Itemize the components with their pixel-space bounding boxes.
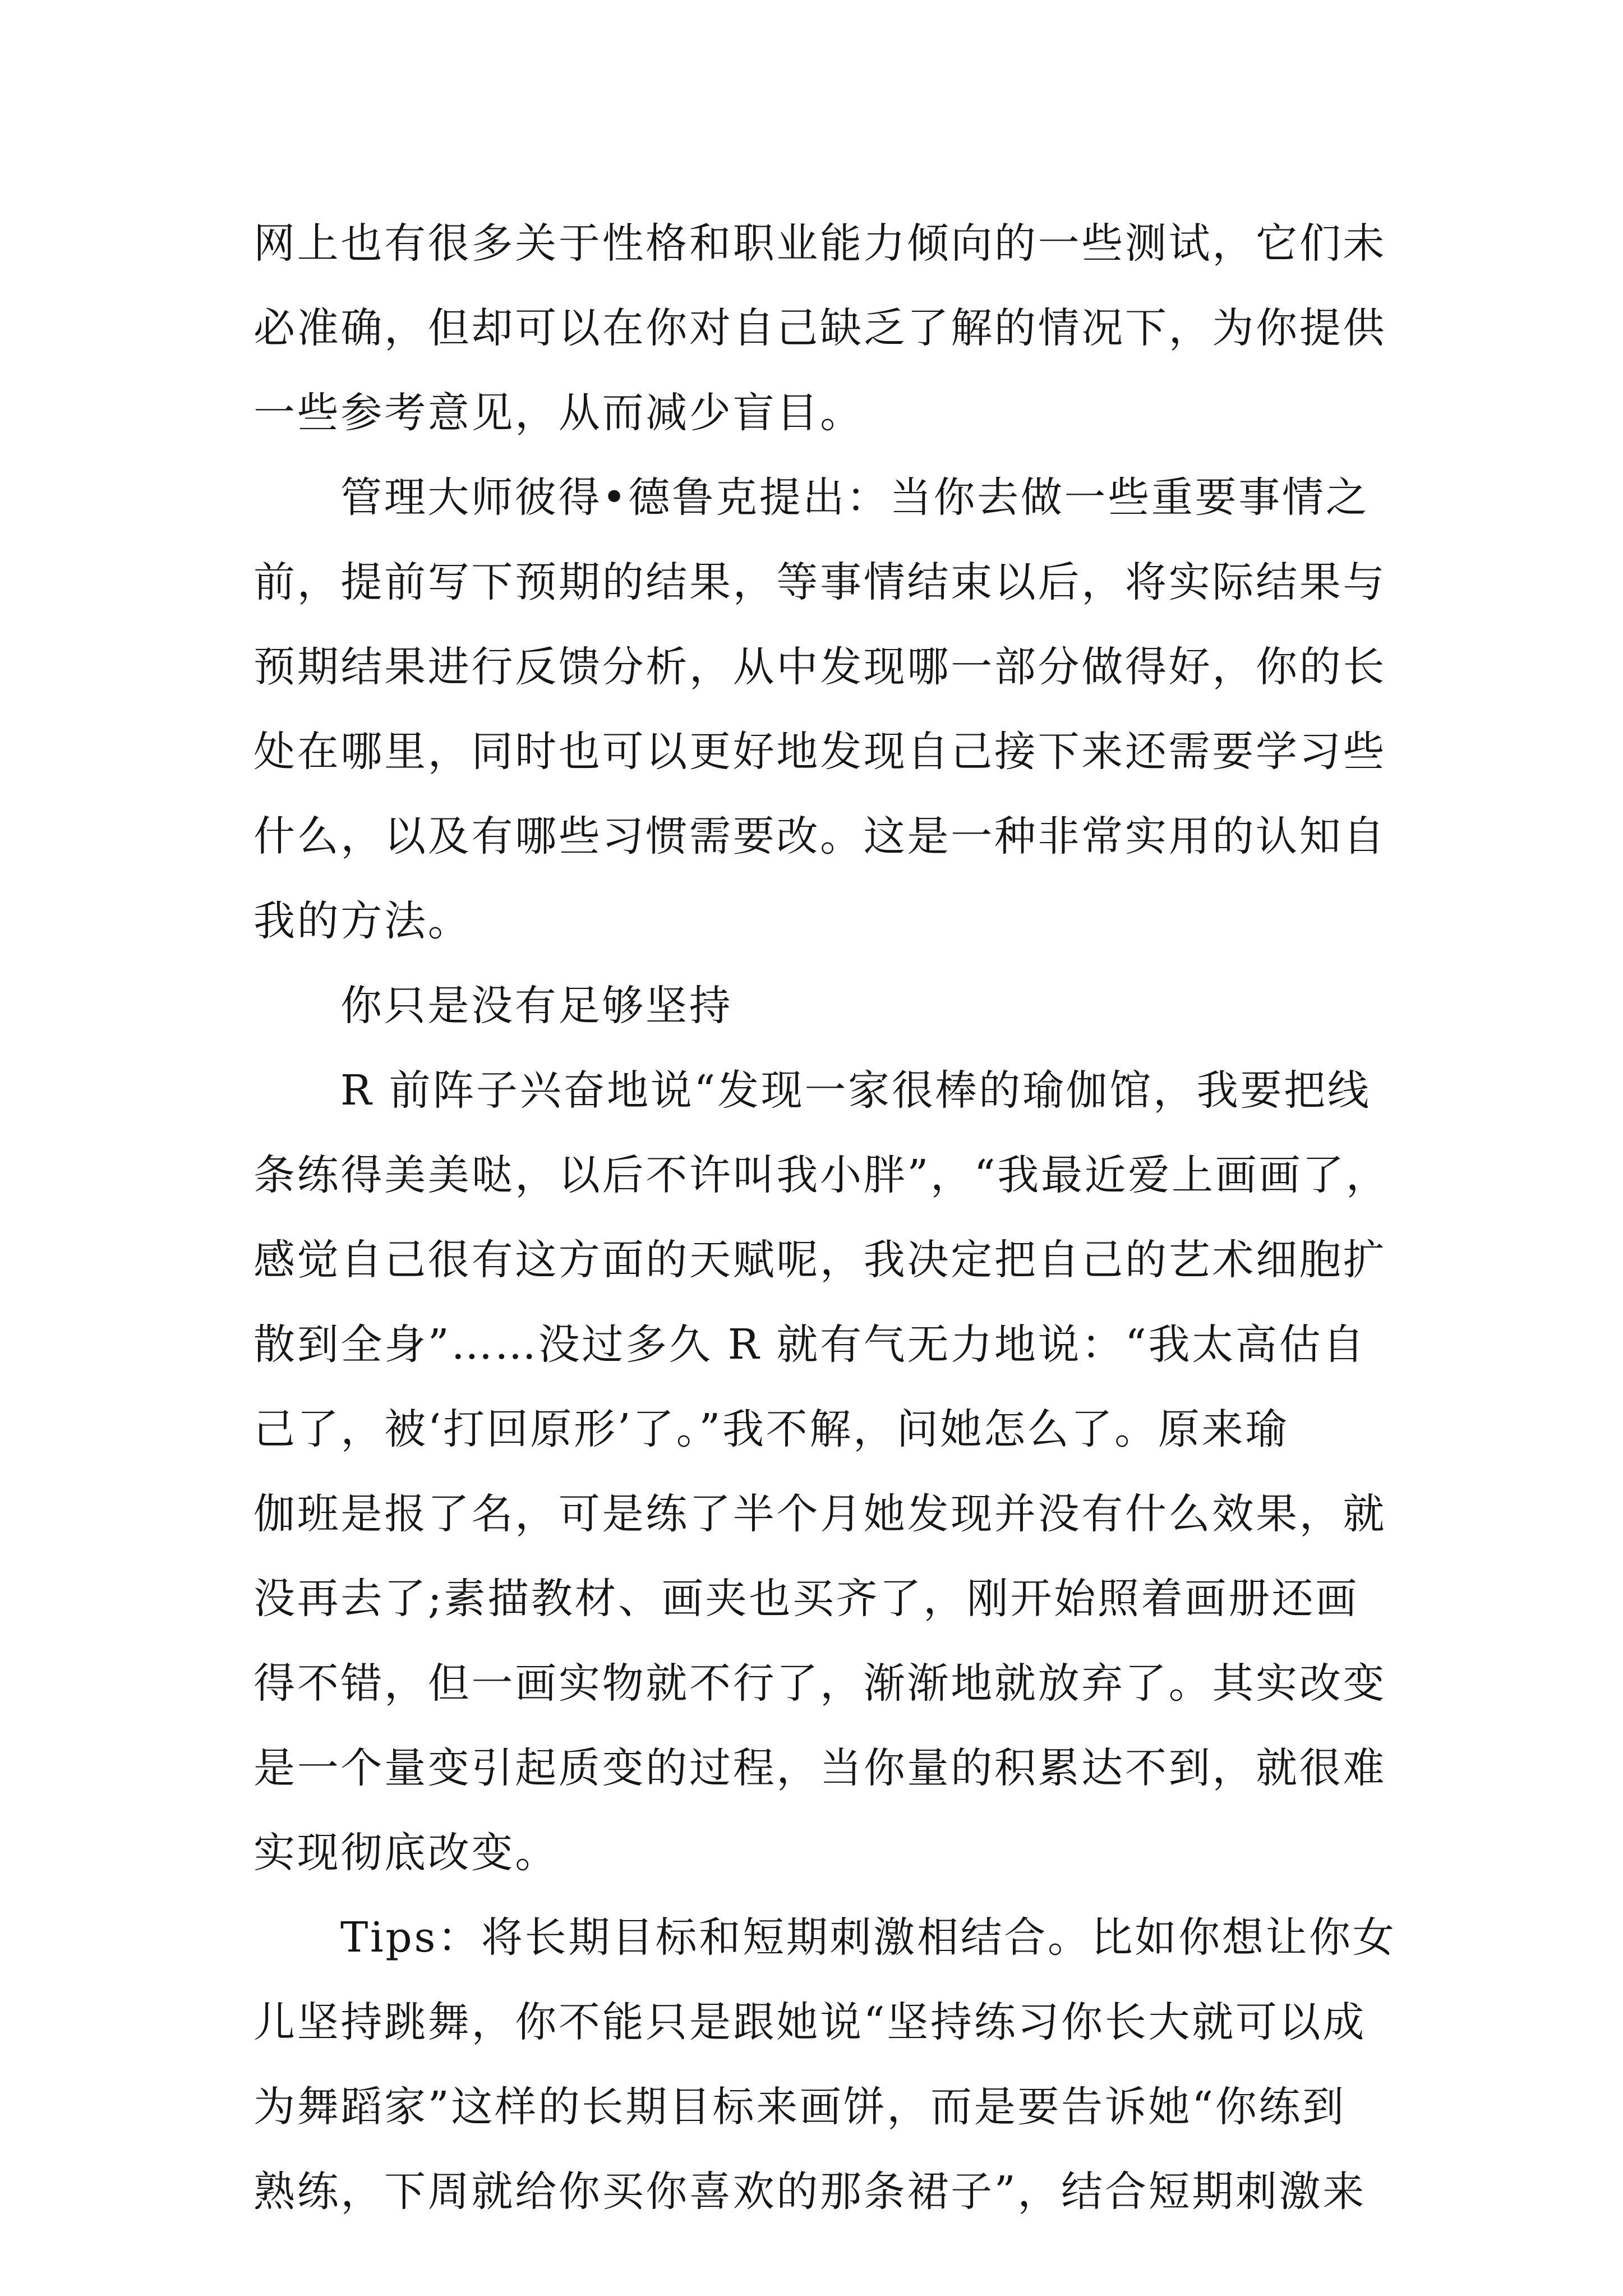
text-line: 实现彻底改变。 xyxy=(253,1829,559,1877)
text-line: 预期结果进行反馈分析，从中发现哪一部分做得好，你的长 xyxy=(253,643,1387,691)
text-line: 条练得美美哒，以后不许叫我小胖”，“我最近爱上画画了， xyxy=(253,1151,1390,1199)
text-line: 处在哪里，同时也可以更好地发现自己接下来还需要学习些 xyxy=(253,728,1387,776)
text-line: 是一个量变引起质变的过程，当你量的积累达不到，就很难 xyxy=(253,1744,1387,1792)
text-line: 前，提前写下预期的结果，等事情结束以后，将实际结果与 xyxy=(253,558,1387,606)
text-line: 伽班是报了名，可是练了半个月她发现并没有什么效果，就 xyxy=(253,1490,1387,1538)
paragraph-first-line: 管理大师彼得•德鲁克提出：当你去做一些重要事情之 xyxy=(340,473,1370,522)
text-line: 散到全身”……没过多久 R 就有气无力地说：“我太高估自 xyxy=(253,1320,1367,1369)
text-line: 什么，以及有哪些习惯需要改。这是一种非常实用的认知自 xyxy=(253,812,1387,861)
text-line: 网上也有很多关于性格和职业能力倾向的一些测试，它们未 xyxy=(253,219,1387,268)
text-line: 熟练，下周就给你买你喜欢的那条裙子”，结合短期刺激来 xyxy=(253,2168,1367,2216)
text-line: 得不错，但一画实物就不行了，渐渐地就放弃了。其实改变 xyxy=(253,1659,1387,1708)
text-line: 我的方法。 xyxy=(253,897,472,945)
text-line: 没再去了;素描教材、画夹也买齐了，刚开始照着画册还画 xyxy=(253,1575,1359,1623)
text-line: 儿坚持跳舞，你不能只是跟她说“坚持练习你长大就可以成 xyxy=(253,1998,1367,2046)
text-line: 己了，被‘打回原形’了。”我不解，问她怎么了。原来瑜 xyxy=(253,1405,1289,1453)
text-line: 为舞蹈家”这样的长期目标来画饼，而是要告诉她“你练到 xyxy=(253,2083,1346,2131)
text-line: 必准确，但却可以在你对自己缺乏了解的情况下，为你提供 xyxy=(253,304,1387,352)
paragraph-first-line: R 前阵子兴奋地说“发现一家很棒的瑜伽馆，我要把线 xyxy=(340,1066,1371,1115)
body-text xyxy=(253,201,1431,2234)
text-line: 感觉自己很有这方面的天赋呢，我决定把自己的艺术细胞扩 xyxy=(253,1236,1387,1284)
text-line: 一些参考意见，从而减少盲目。 xyxy=(253,389,864,437)
section-heading: 你只是没有足够坚持 xyxy=(340,982,733,1030)
paragraph-first-line: Tips：将长期目标和短期刺激相结合。比如你想让你女 xyxy=(340,1913,1396,1962)
